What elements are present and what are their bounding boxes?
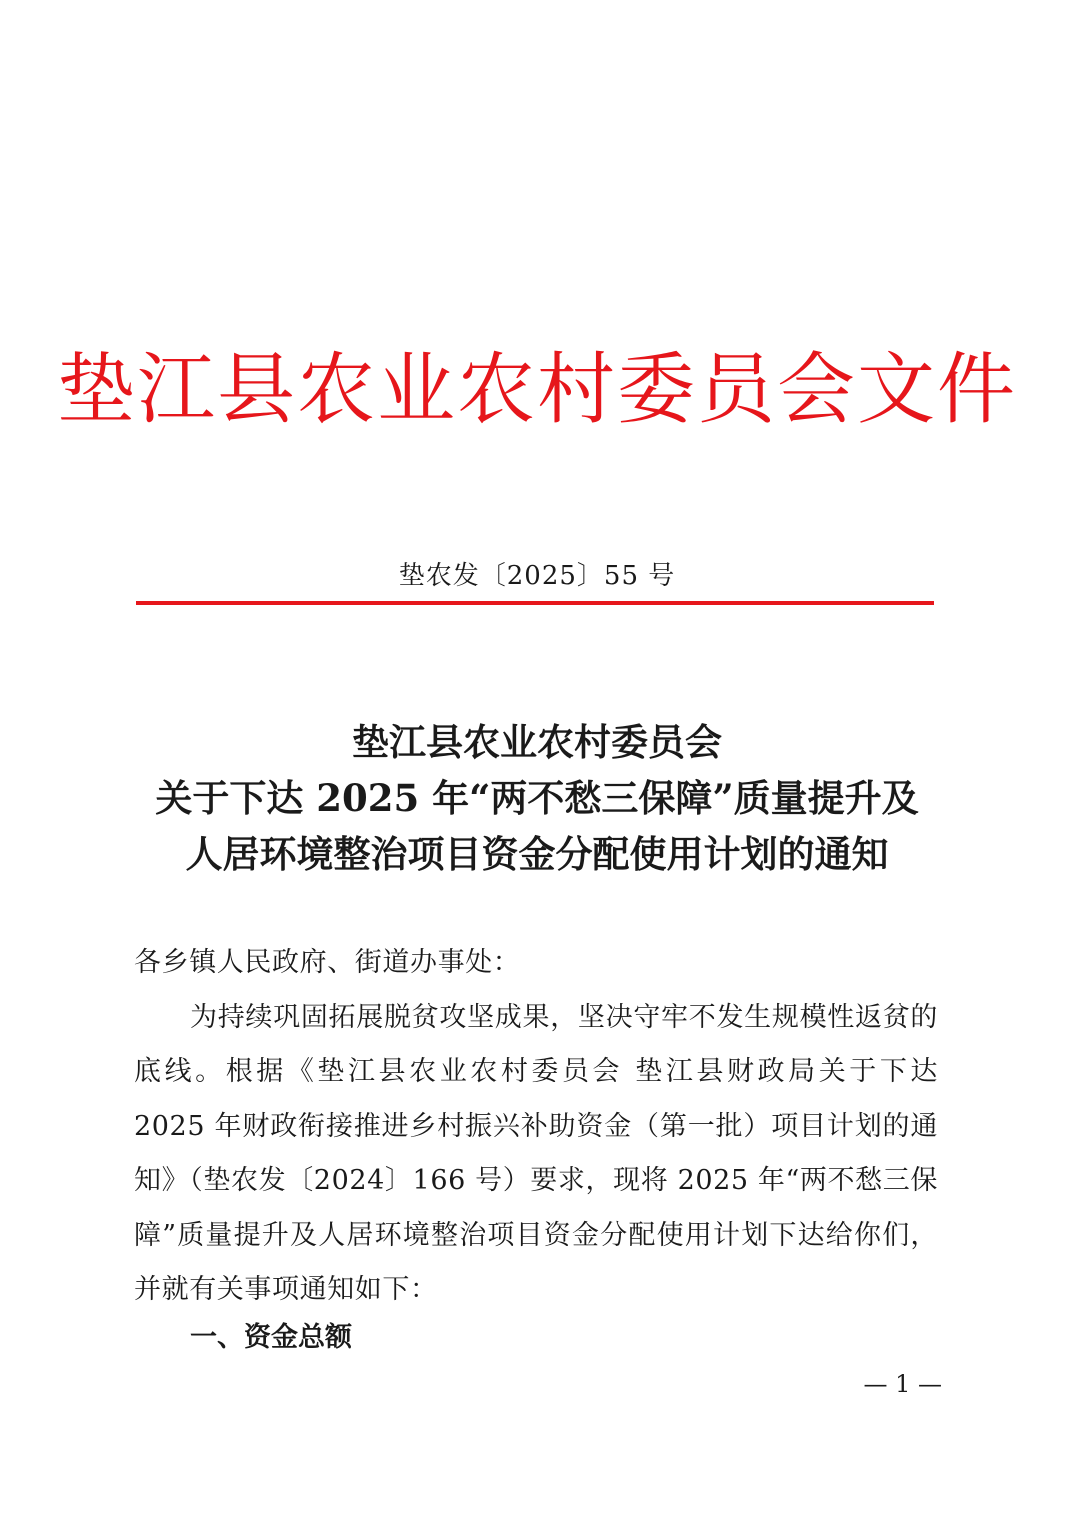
- page-number: — 1 —: [863, 1370, 942, 1398]
- notice-body: [134, 936, 938, 1318]
- addressee: 各乡镇人民政府、街道办事处：: [134, 947, 521, 978]
- section-heading: 一、资金总额: [190, 1322, 352, 1353]
- notice-title-line-1: 垫江县农业农村委员会: [352, 720, 722, 764]
- red-separator-line: [136, 601, 934, 605]
- notice-title: [0, 714, 1074, 882]
- document-number: 垫农发〔2025〕55 号: [398, 561, 676, 591]
- notice-title-line-2: 关于下达 2025 年“两不愁三保障”质量提升及: [155, 776, 919, 820]
- issuer-banner: 垫江县农业农村委员会文件: [56, 345, 1017, 435]
- notice-title-line-3: 人居环境整治项目资金分配使用计划的通知: [185, 832, 889, 876]
- body-paragraph: 为持续巩固拓展脱贫攻坚成果，坚决守牢不发生规模性返贫的底线。根据《垫江县农业农村委员会 垫江县财政局关于下达 2025 年财政衔接推进乡村振兴补助资金（第一批）项目计划的通知》（垫农发〔2024〕166 号）要求，现将 2025 年“两不愁三保障”质量提升及人居环境整治项目资金分配使用计划下达给你们，并就有关事项通知如下：: [134, 1001, 938, 1305]
